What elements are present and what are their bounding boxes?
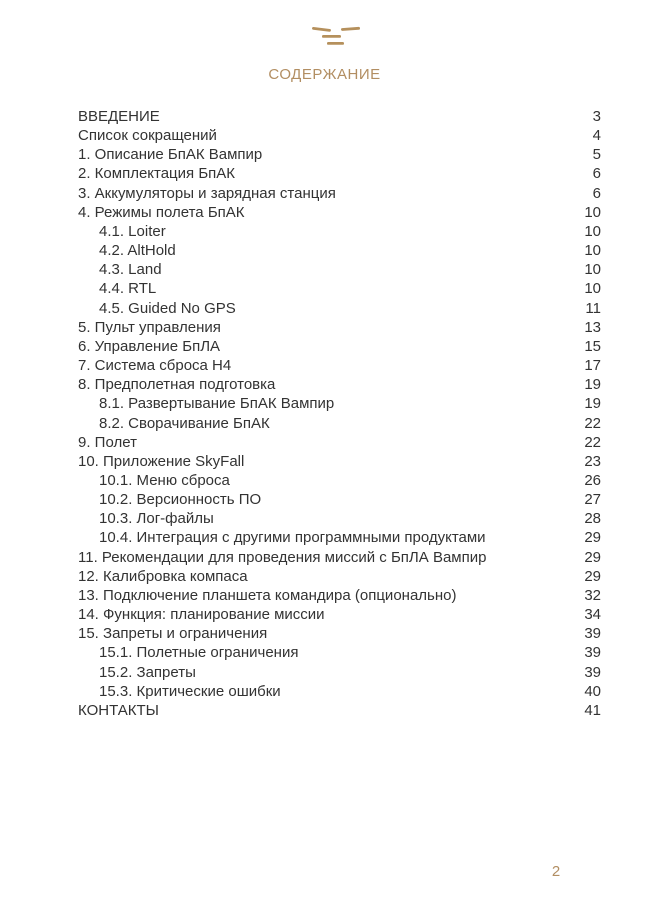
toc-entry (78, 107, 601, 126)
toc-entry-page: 10 (584, 242, 601, 260)
toc-entry (78, 567, 601, 586)
toc-list (78, 107, 601, 720)
toc-entry-page: 4 (592, 127, 601, 145)
toc-entry (78, 164, 601, 183)
toc-entry-page: 13 (584, 318, 601, 336)
toc-entry-page: 22 (584, 414, 601, 432)
toc-entry (78, 528, 601, 547)
toc-entry-page: 22 (584, 433, 601, 451)
toc-entry-page: 27 (584, 491, 601, 509)
toc-entry (78, 299, 601, 318)
toc-entry-page: 29 (584, 548, 601, 566)
toc-entry-label: 8.2. Сворачивание БпАК (99, 414, 270, 432)
toc-entry-label: 8.1. Развертывание БпАК Вампир (99, 395, 335, 413)
toc-entry-page: 26 (584, 471, 601, 489)
toc-entry (78, 433, 601, 452)
toc-entry-label: 1. Описание БпАК Вампир (78, 146, 263, 164)
toc-entry-label: 15.2. Запреты (99, 663, 196, 681)
toc-entry (78, 126, 601, 145)
toc-entry-page: 32 (584, 586, 601, 604)
toc-entry-label: 13. Подключение планшета командира (опционально) (78, 586, 457, 604)
toc-entry (78, 279, 601, 298)
toc-entry (78, 260, 601, 279)
toc-entry-label: 4.4. RTL (99, 280, 157, 298)
toc-entry (78, 452, 601, 471)
toc-entry (78, 663, 601, 682)
toc-entry (78, 356, 601, 375)
toc-entry-label: 11. Рекомендации для проведения миссий с БпЛА Вампир (78, 548, 487, 566)
toc-entry-label: 4.5. Guided No GPS (99, 299, 236, 317)
toc-entry-page: 3 (592, 108, 601, 125)
toc-entry-page: 6 (592, 165, 601, 183)
toc-entry-page: 39 (584, 625, 601, 643)
toc-entry-page: 28 (584, 510, 601, 528)
toc-entry-page: 5 (592, 146, 601, 164)
toc-entry-page: 41 (584, 701, 601, 719)
toc-entry-label: 9. Полет (78, 433, 137, 451)
brand-logo-icon (300, 20, 372, 52)
toc-entry-label: 10.2. Версионность ПО (99, 491, 262, 509)
toc-entry-label: ВВЕДЕНИЕ (78, 108, 160, 125)
toc-entry (78, 414, 601, 433)
toc-title: СОДЕРЖАНИЕ (268, 66, 381, 83)
toc-entry-label: 7. Система сброса Н4 (78, 357, 232, 375)
toc-entry (78, 701, 601, 720)
toc-entry (78, 605, 601, 624)
toc-entry-page: 11 (585, 299, 601, 317)
toc-entry-label: 15.1. Полетные ограничения (99, 644, 299, 662)
toc-entry-page: 10 (584, 203, 601, 221)
toc-entry-label: 8. Предполетная подготовка (78, 376, 276, 394)
toc-entry-label: 4. Режимы полета БпАК (78, 203, 245, 221)
toc-entry-label: 15. Запреты и ограничения (78, 625, 268, 643)
toc-entry-page: 10 (584, 280, 601, 298)
toc-entry-page: 23 (584, 452, 601, 470)
toc-entry-label: 5. Пульт управления (78, 318, 221, 336)
toc-entry-page: 29 (584, 567, 601, 585)
toc-entry (78, 222, 601, 241)
toc-entry-page: 19 (584, 395, 601, 413)
toc-entry (78, 394, 601, 413)
toc-entry (78, 586, 601, 605)
toc-entry-page: 29 (584, 529, 601, 547)
toc-entry-label: 12. Калибровка компаса (78, 567, 248, 585)
toc-entry (78, 318, 601, 337)
toc-entry-label: 4.2. AltHold (99, 242, 176, 260)
toc-entry-label: 10.1. Меню сброса (99, 471, 230, 489)
toc-entry (78, 509, 601, 528)
toc-entry-label: 4.3. Land (99, 261, 162, 279)
toc-entry-label: КОНТАКТЫ (78, 701, 159, 719)
toc-entry-label: 3. Аккумуляторы и зарядная станция (78, 184, 336, 202)
toc-entry-label: 6. Управление БпЛА (78, 337, 221, 355)
toc-entry-label: 10.3. Лог-файлы (99, 510, 214, 528)
toc-entry (78, 548, 601, 567)
toc-entry (78, 184, 601, 203)
toc-entry (78, 241, 601, 260)
toc-entry-page: 39 (584, 644, 601, 662)
toc-entry-page: 17 (584, 357, 601, 375)
toc-entry (78, 624, 601, 643)
toc-entry (78, 471, 601, 490)
toc-entry (78, 643, 601, 662)
toc-entry-page: 40 (584, 682, 601, 700)
toc-entry-label: Список сокращений (78, 127, 217, 145)
toc-entry-label: 14. Функция: планирование миссии (78, 606, 325, 624)
toc-entry (78, 682, 601, 701)
toc-entry (78, 490, 601, 509)
toc-entry-page: 34 (584, 606, 601, 624)
toc-entry-page: 39 (584, 663, 601, 681)
page-number: 2 (551, 863, 561, 880)
toc-entry-label: 2. Комплектация БпАК (78, 165, 236, 183)
toc-entry-page: 10 (584, 222, 601, 240)
toc-entry (78, 145, 601, 164)
toc-entry-label: 10.4. Интеграция с другими программными продуктами (99, 529, 486, 547)
toc-entry-label: 10. Приложение SkyFall (78, 452, 245, 470)
toc-entry (78, 203, 601, 222)
toc-entry-page: 10 (584, 261, 601, 279)
toc-entry-page: 19 (584, 376, 601, 394)
toc-entry (78, 375, 601, 394)
toc-entry-label: 4.1. Loiter (99, 222, 166, 240)
toc-entry-page: 6 (592, 184, 601, 202)
toc-entry-page: 15 (584, 337, 601, 355)
toc-entry-label: 15.3. Критические ошибки (99, 682, 281, 700)
toc-entry (78, 337, 601, 356)
